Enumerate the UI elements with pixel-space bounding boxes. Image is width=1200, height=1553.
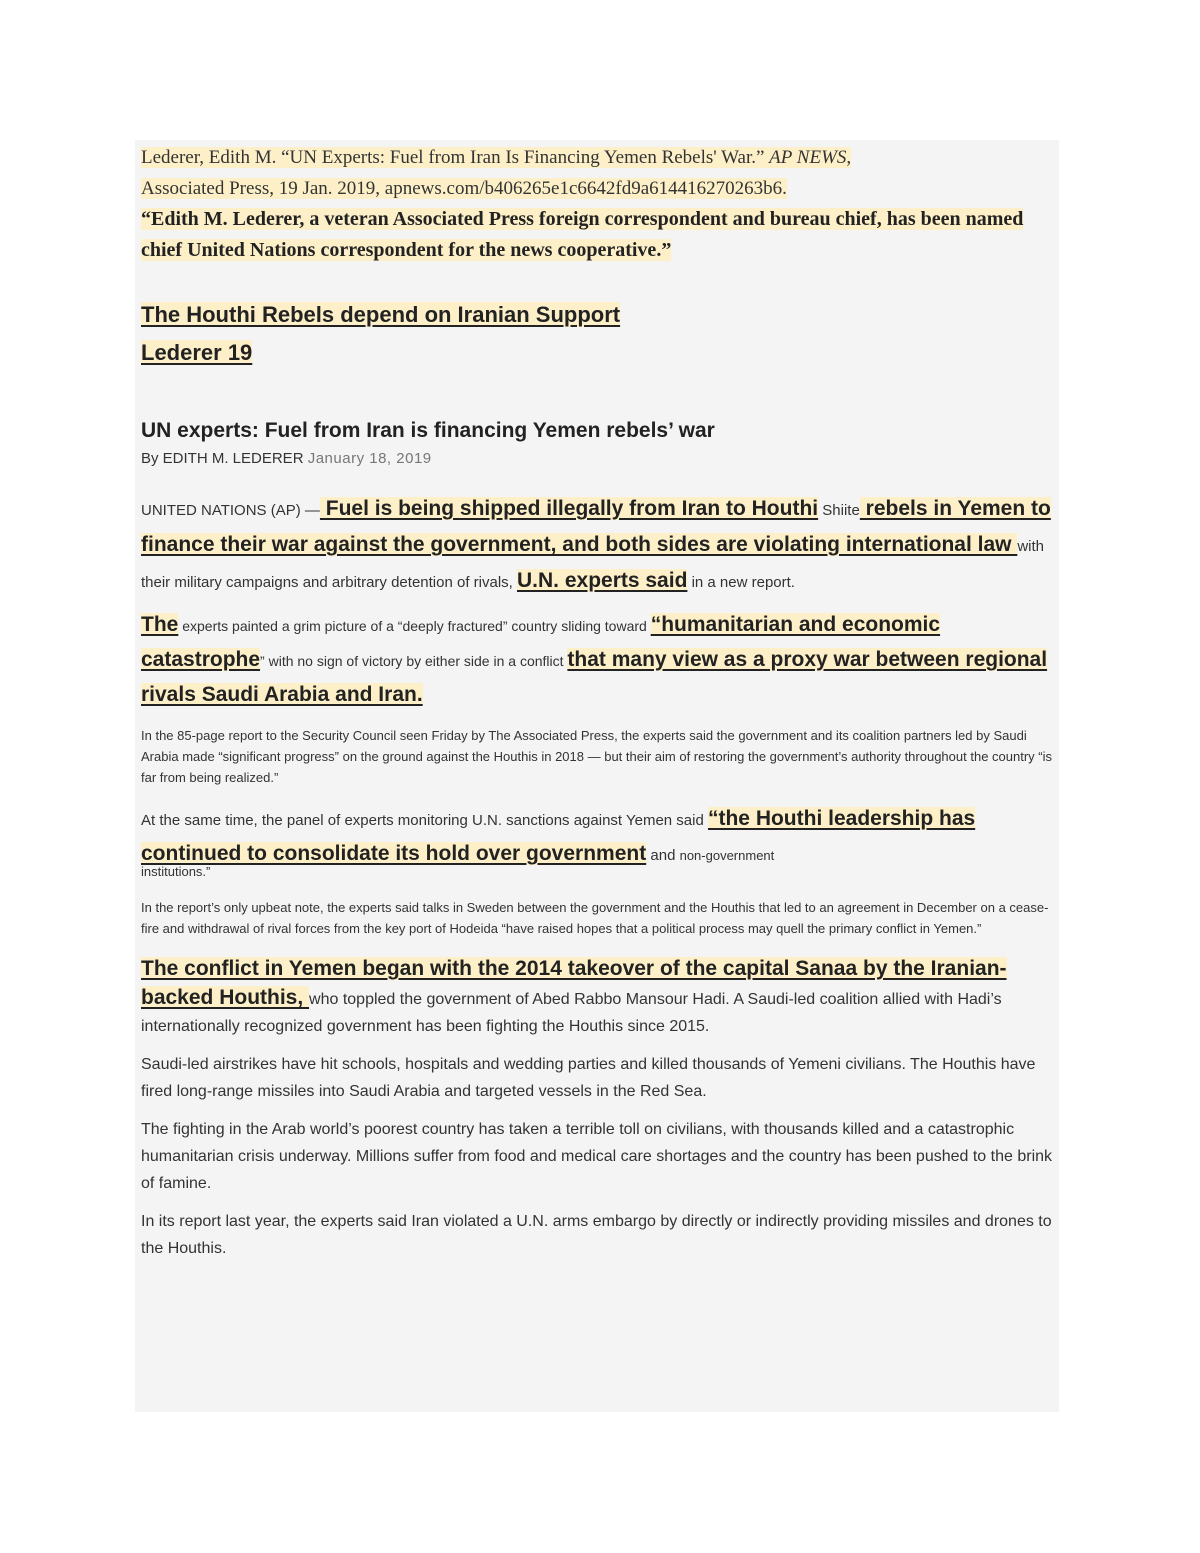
text-toppled-government: who toppled the government of Abed Rabbo Mansour Hadi. A Saudi-led coalition allied with Hadi’s internationally recognized government has been fighting the Houthis since 2015.	[141, 991, 1002, 1035]
text-non-government: non-government	[679, 848, 775, 863]
article-paragraph-7: Saudi-led airstrikes have hit schools, hospitals and wedding parties and killed thousands of Yemeni civilians. The Houthis have fired long-range missiles into Saudi Arabia and targeted vessels in the Red Sea.	[141, 1056, 1036, 1100]
claim-heading	[141, 296, 1057, 372]
dateline: UNITED NATIONS (AP) —	[141, 502, 320, 519]
byline-author: By EDITH M. LEDERER	[141, 450, 308, 467]
text-grim-picture: experts painted a grim picture of a “deeply fractured” country sliding toward	[178, 618, 651, 634]
highlight-fuel-shipped: Fuel is being shipped illegally from Iran to Houthi	[319, 497, 819, 520]
claim-title: The Houthi Rebels depend on Iranian Support	[141, 302, 621, 327]
article-paragraph-1	[141, 492, 1057, 600]
article-title: UN experts: Fuel from Iran is financing Yemen rebels’ war	[141, 419, 715, 442]
highlight-houthi-leadership: “the Houthi leadership has continued to consolidate its hold over government	[141, 807, 976, 865]
author-credential-text: “Edith M. Lederer, a veteran Associated Press foreign correspondent and bureau chief, has been named chief United Nations correspondent for the news cooperative.”	[141, 208, 1024, 261]
highlight-rebels-finance: rebels in Yemen to finance their war against the government, and both sides are violating international law	[141, 497, 1051, 556]
article-byline	[141, 446, 1057, 472]
article-paragraph-6	[141, 955, 1057, 1040]
text-and: and	[646, 847, 680, 864]
article-paragraph-3: In the 85-page report to the Security Council seen Friday by The Associated Press, the experts said the government and its coalition partners led by Saudi Arabia made “significant progress” on the ground against the Houthis in 2018 — but their aim of restoring the government’s authority throughout the country “is far from being realized.”	[141, 728, 1052, 785]
article-paragraph-9: In its report last year, the experts said Iran violated a U.N. arms embargo by directly or indirectly providing missiles and drones to the Houthis.	[141, 1213, 1052, 1257]
citation-comma: ,	[846, 147, 852, 168]
author-credential-quote	[141, 204, 1057, 266]
text-military-campaigns: with their military campaigns and arbitrary detention of rivals,	[141, 538, 1045, 591]
highlight-conflict-began: The conflict in Yemen began with the 2014 takeover of the capital Sanaa by the Iranian-backed Houthis,	[141, 957, 1007, 1009]
highlight-proxy-war: that many view as a proxy war between regional rivals Saudi Arabia and Iran.	[141, 648, 1048, 706]
text-no-victory: ” with no sign of victory by either side in a conflict	[260, 653, 568, 669]
highlight-the: The	[141, 613, 179, 636]
citation-text: Lederer, Edith M. “UN Experts: Fuel from Iran Is Financing Yemen Rebels' War.”	[141, 147, 770, 168]
text-new-report: in a new report.	[687, 574, 795, 591]
highlight-catastrophe: “humanitarian and economic catastrophe	[141, 613, 941, 671]
citation	[141, 142, 1057, 204]
article-paragraph-2	[141, 608, 1057, 713]
article-paragraph-8: The fighting in the Arab world’s poorest country has taken a terrible toll on civilians, with thousands killed and a catastrophic humanitarian crisis underway. Millions suffer from food and medical care shortages and the country has been pushed to the brink of famine.	[141, 1121, 1053, 1192]
claim-reference: Lederer 19	[141, 340, 253, 365]
document-body	[141, 142, 1057, 1262]
citation-publisher: Associated Press, 19 Jan. 2019, apnews.com/b406265e1c6642fd9a614416270263b6.	[141, 178, 787, 199]
article-paragraph-5: In the report’s only upbeat note, the experts said talks in Sweden between the government and the Houthis that led to an agreement in December on a cease-fire and withdrawal of rival forces from the key port of Hodeida “have raised hopes that a political process may quell the primary conflict in Yemen.”	[141, 900, 1049, 936]
byline-date: January 18, 2019	[307, 450, 432, 467]
highlight-un-experts: U.N. experts said	[517, 569, 688, 592]
text-panel-of-experts: At the same time, the panel of experts monitoring U.N. sanctions against Yemen said	[141, 812, 708, 829]
article-paragraph-4	[141, 802, 1057, 881]
citation-source: AP NEWS	[769, 147, 847, 168]
text-shiite: Shiite	[818, 502, 860, 519]
text-institutions: institutions.”	[141, 864, 211, 879]
